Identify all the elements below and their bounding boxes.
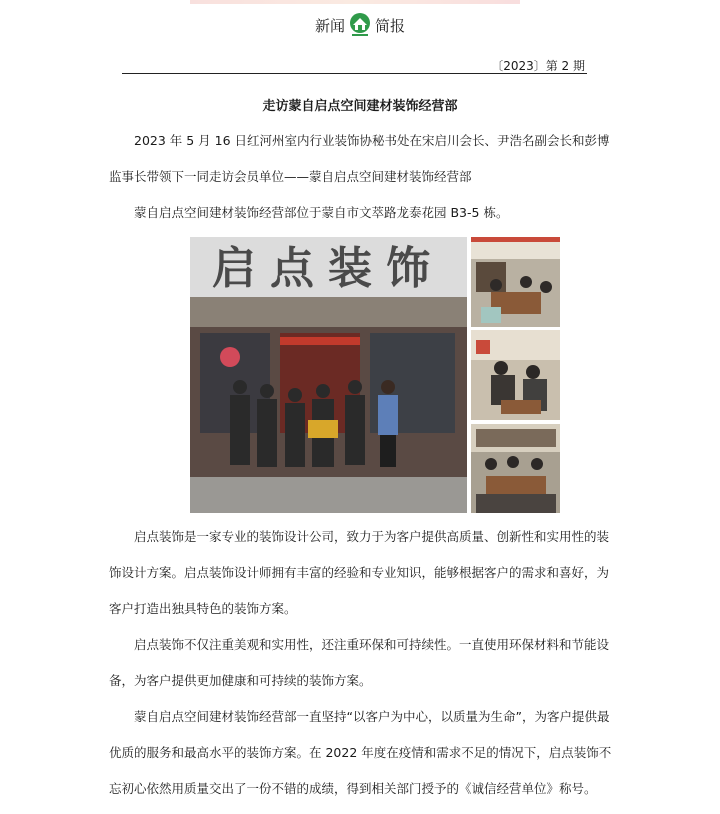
meeting-photo-3	[471, 424, 560, 513]
top-decorative-strip	[190, 0, 520, 4]
paragraph-honor: 蒙自启点空间建材装饰经营部一直坚持“以客户为中心，以质量为生命”，为客户提供最优质的服务和最高水平的装饰方案。在 2022 年度在疫情和需求不足的情况下，启点装饰不忘初心依然用质量交出了一份不错的成绩，得到相关部门授予的《诚信经营单位》称号。	[109, 709, 612, 796]
paragraph-visit: 2023 年 5 月 16 日红河州室内行业装饰协秘书处在宋启川会长、尹浩名副会长和彭博监事长带领下一同走访会员单位——蒙自启点空间建材装饰经营部	[109, 133, 610, 184]
paragraph-company-intro: 启点装饰是一家专业的装饰设计公司，致力于为客户提供高质量、创新性和实用性的装饰设计方案。启点装饰设计师拥有丰富的经验和专业知识，能够根据客户的需求和喜好，为客户打造出独具特色的装饰方案。	[109, 529, 610, 616]
header-rule	[122, 73, 587, 74]
association-logo-icon	[347, 12, 373, 38]
meeting-photo-1	[471, 237, 560, 327]
paragraph-location: 蒙自启点空间建材装饰经营部位于蒙自市文萃路龙泰花园 B3-5 栋。	[134, 205, 509, 220]
masthead	[0, 12, 720, 38]
issue-number: 〔2023〕第 2 期	[491, 59, 585, 73]
masthead-left-title: 新闻	[314, 16, 345, 35]
paragraph-eco: 启点装饰不仅注重美观和实用性，还注重环保和可持续性。一直使用环保材料和节能设备，为客户提供更加健康和可持续的装饰方案。	[109, 637, 610, 688]
storefront-group-photo	[190, 237, 467, 513]
masthead-right-title: 简报	[375, 16, 406, 35]
meeting-photo-2	[471, 330, 560, 420]
storefront-sign-text: 启点装饰	[212, 243, 444, 294]
article-title: 走访蒙自启点空间建材装饰经营部	[262, 99, 458, 114]
